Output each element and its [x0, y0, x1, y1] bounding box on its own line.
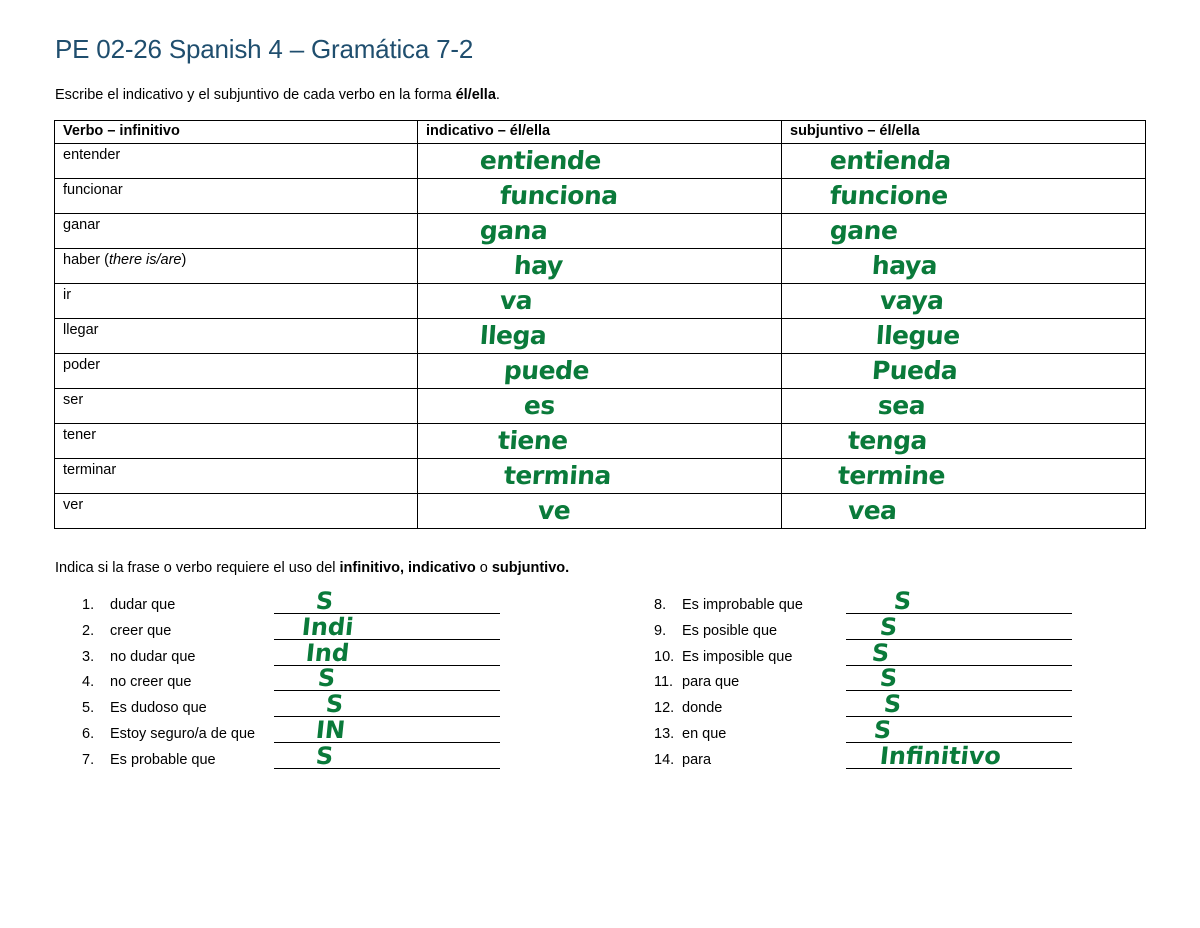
handwritten-answer: S — [314, 587, 335, 615]
section2-instruction — [55, 560, 569, 576]
subjunctive-cell[interactable] — [782, 179, 1146, 214]
exercise-item — [82, 612, 500, 649]
page-title: PE 02-26 Spanish 4 – Gramática 7-2 — [55, 34, 474, 64]
answer-line[interactable] — [274, 690, 500, 691]
handwritten-subjunctive: vea — [846, 496, 898, 525]
table-row — [55, 459, 1146, 494]
subjunctive-cell[interactable] — [782, 249, 1146, 284]
table-row — [55, 214, 1146, 249]
indicative-cell[interactable] — [418, 179, 782, 214]
exercise-text: Es dudoso que — [110, 700, 207, 717]
verb-infinitive: haber ( — [63, 252, 109, 268]
verb-infinitive-cell — [55, 144, 418, 179]
exercise-item — [82, 741, 500, 778]
verb-infinitive: ir — [63, 287, 72, 303]
handwritten-subjunctive: sea — [876, 391, 927, 420]
handwritten-indicative: llega — [478, 321, 548, 350]
table-row — [55, 319, 1146, 354]
indicative-cell[interactable] — [418, 494, 782, 529]
section1-instruction — [55, 87, 500, 103]
handwritten-answer: S — [314, 741, 335, 770]
exercise-text: Es posible que — [682, 622, 778, 639]
exercise-number: 10. — [654, 648, 675, 665]
exercise-item — [654, 612, 1072, 649]
exercise-text: Es improbable que — [682, 597, 803, 613]
verb-infinitive: llegar — [63, 322, 99, 338]
handwritten-answer: S — [882, 690, 903, 719]
subjunctive-cell[interactable] — [782, 354, 1146, 389]
indicative-cell[interactable] — [418, 249, 782, 284]
exercise-number: 7. — [82, 751, 95, 768]
table-row — [55, 494, 1146, 529]
verb-infinitive-cell — [55, 389, 418, 424]
verb-infinitive-cell — [55, 424, 418, 459]
exercise-item — [82, 664, 500, 700]
exercise-item — [654, 587, 1072, 623]
handwritten-indicative: funciona — [498, 181, 619, 210]
exercise-item — [654, 690, 1072, 726]
instruction-bold-2: subjuntivo. — [491, 560, 570, 576]
exercise-number: 14. — [654, 751, 675, 768]
exercise-text: creer que — [110, 622, 172, 639]
exercise-text: donde — [682, 700, 723, 717]
handwritten-answer: Infinitivo — [878, 741, 1003, 770]
handwritten-answer: S — [870, 638, 891, 667]
subjunctive-cell[interactable] — [782, 214, 1146, 249]
exercise-number: 3. — [82, 648, 95, 665]
indicative-cell[interactable] — [418, 424, 782, 459]
verb-note-close: ) — [181, 252, 187, 268]
subjunctive-cell[interactable] — [782, 284, 1146, 319]
verb-infinitive-cell — [55, 284, 418, 319]
exercise-text: para que — [682, 674, 740, 691]
exercise-item — [654, 664, 1072, 700]
indicative-cell[interactable] — [418, 214, 782, 249]
table-row — [55, 354, 1146, 389]
answer-line[interactable] — [274, 716, 500, 717]
handwritten-indicative: hay — [512, 251, 564, 280]
answer-line[interactable] — [846, 613, 1072, 614]
handwritten-indicative: tiene — [496, 426, 569, 455]
verb-infinitive-cell — [55, 459, 418, 494]
exercise-item — [82, 638, 500, 675]
exercise-number: 9. — [654, 622, 667, 639]
handwritten-indicative: puede — [502, 356, 591, 385]
instruction-text: Escribe el indicativo y el subjuntivo de cada verbo en la forma — [55, 87, 456, 103]
instruction-text: Indica si la frase o verbo requiere el uso del — [55, 560, 340, 576]
handwritten-indicative: entiende — [478, 146, 602, 175]
exercise-number: 6. — [82, 726, 95, 742]
verb-infinitive-cell — [55, 249, 418, 284]
exercise-number: 13. — [654, 726, 675, 742]
exercise-item — [654, 741, 1072, 778]
exercise-number: 8. — [654, 597, 667, 613]
verb-infinitive: entender — [63, 147, 121, 163]
table-row — [55, 389, 1146, 424]
verb-infinitive: funcionar — [63, 182, 123, 198]
header-subjunctive: subjuntivo – él/ella — [782, 121, 1146, 144]
handwritten-subjunctive: vaya — [878, 286, 945, 315]
answer-line[interactable] — [274, 768, 500, 769]
verb-infinitive-cell — [55, 354, 418, 389]
exercise-item — [82, 587, 500, 623]
instruction-bold: él/ella — [455, 87, 496, 103]
handwritten-answer: S — [316, 664, 337, 693]
handwritten-subjunctive: gane — [828, 216, 899, 245]
instruction-end: . — [495, 87, 500, 103]
instruction-mid: o — [475, 560, 492, 576]
verb-infinitive: ganar — [63, 217, 101, 233]
handwritten-indicative: gana — [478, 216, 549, 245]
exercise-item — [654, 716, 1072, 752]
exercise-number: 11. — [654, 674, 674, 691]
subjunctive-cell[interactable] — [782, 459, 1146, 494]
indicative-cell[interactable] — [418, 319, 782, 354]
subjunctive-cell[interactable] — [782, 389, 1146, 424]
table-header-row — [55, 121, 1146, 144]
handwritten-subjunctive: Pueda — [870, 356, 959, 385]
verb-infinitive: tener — [63, 427, 97, 443]
handwritten-answer: IN — [314, 716, 347, 744]
handwritten-subjunctive: llegue — [874, 321, 961, 350]
indicative-cell[interactable] — [418, 354, 782, 389]
exercise-item — [654, 638, 1072, 675]
handwritten-indicative: ve — [536, 496, 572, 525]
exercise-number: 5. — [82, 700, 95, 717]
verb-note: there is/are — [108, 252, 182, 268]
handwritten-subjunctive: haya — [870, 251, 939, 280]
table-row — [55, 284, 1146, 319]
subjunctive-cell[interactable] — [782, 319, 1146, 354]
verb-infinitive-cell — [55, 494, 418, 529]
verb-infinitive: ser — [63, 392, 84, 408]
verb-infinitive: poder — [63, 357, 101, 373]
exercise-item — [82, 716, 500, 752]
subjunctive-cell[interactable] — [782, 494, 1146, 529]
handwritten-answer: S — [878, 612, 899, 641]
handwritten-answer: S — [324, 690, 345, 719]
exercise-text: en que — [682, 726, 727, 742]
exercise-text: Estoy seguro/a de que — [110, 726, 256, 742]
exercise-item — [82, 690, 500, 726]
header-infinitive: Verbo – infinitivo — [55, 121, 418, 144]
verb-table — [54, 120, 1146, 529]
exercise-text: no dudar que — [110, 648, 196, 665]
table-row — [55, 179, 1146, 214]
handwritten-indicative: va — [498, 286, 534, 315]
handwritten-answer: Indi — [300, 612, 355, 641]
exercise-number: 12. — [654, 700, 675, 717]
verb-infinitive-cell — [55, 214, 418, 249]
table-row — [55, 144, 1146, 179]
table-row — [55, 424, 1146, 459]
instruction-bold-1: infinitivo, indicativo — [339, 560, 476, 576]
subjunctive-cell[interactable] — [782, 424, 1146, 459]
handwritten-answer: S — [872, 716, 893, 744]
verb-infinitive-cell — [55, 319, 418, 354]
handwritten-subjunctive: tenga — [846, 426, 928, 455]
handwritten-indicative: es — [522, 391, 556, 420]
handwritten-subjunctive: termine — [836, 461, 947, 490]
handwritten-answer: Ind — [304, 638, 351, 667]
exercise-text: para — [682, 751, 712, 768]
exercise-text: Es probable que — [110, 751, 216, 768]
indicative-cell[interactable] — [418, 459, 782, 494]
indicative-cell[interactable] — [418, 284, 782, 319]
handwritten-answer: S — [878, 664, 899, 693]
verb-infinitive-cell — [55, 179, 418, 214]
exercise-text: no creer que — [110, 674, 192, 691]
handwritten-subjunctive: entienda — [828, 146, 952, 175]
exercise-number: 1. — [82, 597, 95, 613]
exercise-text: Es imposible que — [682, 648, 793, 665]
exercise-text: dudar que — [110, 597, 176, 613]
exercise-number: 2. — [82, 622, 95, 639]
verb-infinitive: terminar — [63, 462, 117, 478]
handwritten-indicative: termina — [502, 461, 613, 490]
subjunctive-cell[interactable] — [782, 144, 1146, 179]
verb-infinitive: ver — [63, 497, 84, 513]
indicative-cell[interactable] — [418, 144, 782, 179]
exercise-number: 4. — [82, 674, 95, 691]
handwritten-answer: S — [892, 587, 913, 615]
header-indicative: indicativo – él/ella — [418, 121, 782, 144]
answer-line[interactable] — [274, 742, 500, 743]
indicative-cell[interactable] — [418, 389, 782, 424]
handwritten-subjunctive: funcione — [828, 181, 949, 210]
table-row — [55, 249, 1146, 284]
